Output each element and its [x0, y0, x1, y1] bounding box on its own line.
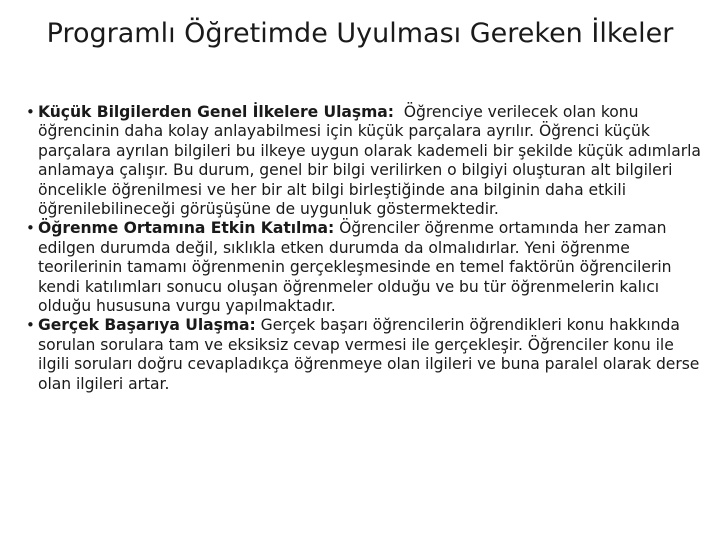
- bullet-text: Gerçek başarı öğrencilerin öğrendikleri konu hakkında sorulan sorulara tam ve eksiksiz cevap vermesi ile gerçekleşir. Öğrenciler konu ile ilgili soruları doğru cevapladıkça öğrenmeye olan ilgileri ve buna paralel olarak derse olan ilgileri artar.: [38, 316, 705, 393]
- bullet-text: Öğrenciye verilecek olan konu öğrencinin daha kolay anlayabilmesi için küçük parçalara ayrılır. Öğrenci küçük parçalara ayrılan bilgileri bu ilkeye uygun olarak kademeli bir şekilde küçük adımlarla anlamaya çalışır. Bu durum, genel bir bilgi verilirken o bilgiyi oluşturan alt bilgileri öncelikle öğrenilmesi ve her bir alt bilgi birleştiğinde ana bilginin daha etkili öğrenilebilineceği görüşüşüne de uygunluk göstermektedir.: [38, 103, 706, 219]
- bullet-heading: Öğrenme Ortamına Etkin Katılma:: [38, 219, 335, 238]
- bullet-marker: •: [26, 103, 35, 121]
- slide-title: Programlı Öğretimde Uyulması Gereken İlkeler: [46, 18, 674, 49]
- bullet-item: [26, 219, 708, 316]
- bullet-list: [26, 103, 708, 394]
- bullet-marker: •: [26, 316, 35, 335]
- bullet-text: Öğrenciler öğrenme ortamında her zaman edilgen durumda değil, sıklıkla etken durumda da olmalıdırlar. Yeni öğrenme teorilerinin tamamı öğrenmenin gerçekleşmesinde en temel faktörün öğrencilerin kendi katılımları sonucu oluşan öğrenmeler olduğu ve bu tür öğrenmelerin kalıcı olduğu hususuna vurgu yapılmaktadır.: [38, 219, 677, 316]
- bullet-heading: Gerçek Başarıya Ulaşma:: [38, 316, 256, 335]
- bullet-marker: •: [26, 219, 35, 238]
- bullet-item: [26, 103, 708, 219]
- bullet-item: [26, 316, 708, 394]
- bullet-heading: Küçük Bilgilerden Genel İlkelere Ulaşma:: [38, 103, 394, 121]
